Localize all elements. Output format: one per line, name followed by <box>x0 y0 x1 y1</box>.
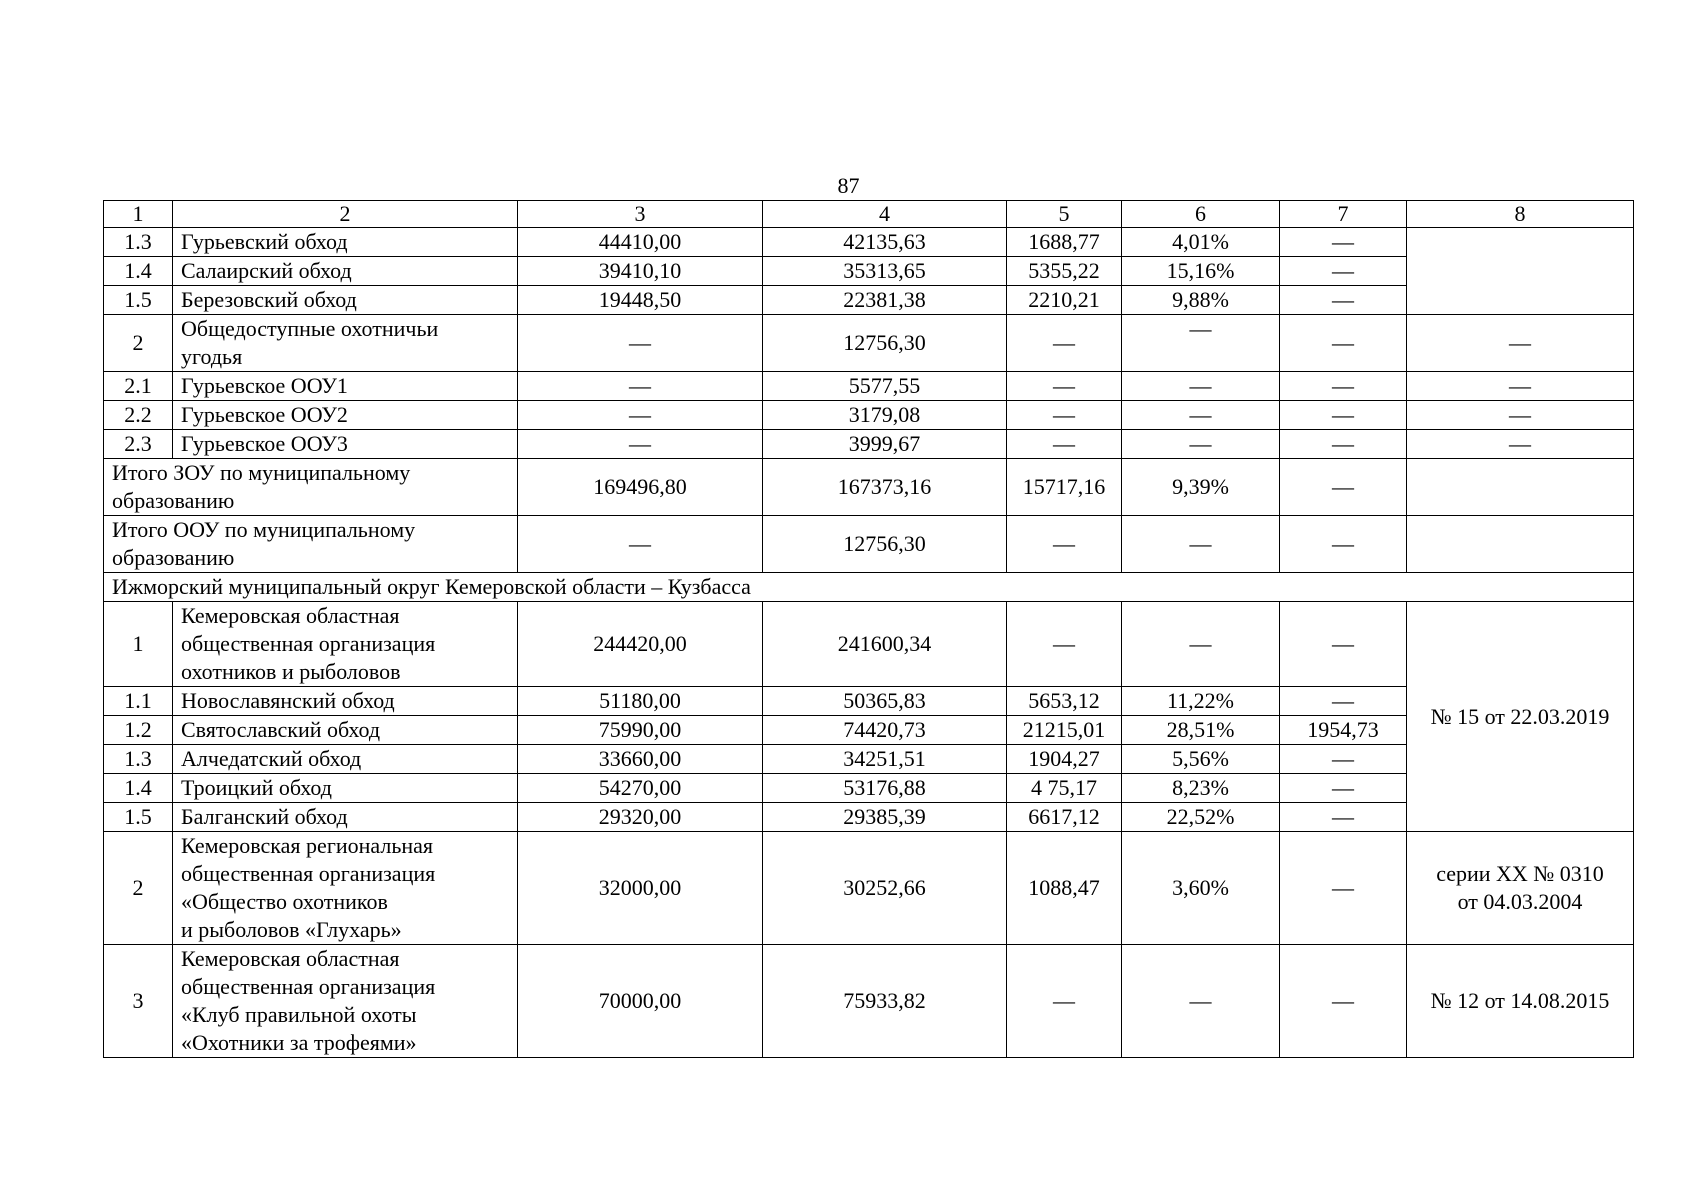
cell-col5: 1088,47 <box>1007 832 1122 945</box>
cell-col3: 70000,00 <box>518 945 763 1058</box>
cell-col5: 1688,77 <box>1007 228 1122 257</box>
cell-col7: — <box>1280 832 1407 945</box>
row-number: 1 <box>104 602 173 687</box>
row-name: Гурьевское ООУ3 <box>173 430 518 459</box>
document-line: от 04.03.2004 <box>1457 889 1583 914</box>
cell-col7: — <box>1280 228 1407 257</box>
cell-col6: 9,88% <box>1122 286 1280 315</box>
row-number: 1.2 <box>104 716 173 745</box>
cell-col3: 51180,00 <box>518 687 763 716</box>
cell-col6: 15,16% <box>1122 257 1280 286</box>
cell-col6: 22,52% <box>1122 803 1280 832</box>
cell-col6: — <box>1122 602 1280 687</box>
row-number: 2.2 <box>104 401 173 430</box>
cell-col6: — <box>1122 430 1280 459</box>
cell-col8: — <box>1407 372 1634 401</box>
total-label-line: образованию <box>112 488 235 513</box>
cell-col4: 241600,34 <box>763 602 1007 687</box>
row-name: Новославянский обход <box>173 687 518 716</box>
cell-col8-document <box>1407 832 1634 945</box>
total-label-line: Итого ООУ по муниципальному <box>112 517 416 542</box>
org-name-line: охотников и рыболовов <box>181 659 401 684</box>
org-name-line: Кемеровская областная <box>181 946 400 971</box>
cell-col6: — <box>1122 372 1280 401</box>
cell-col7: — <box>1280 945 1407 1058</box>
cell-col7: — <box>1280 516 1407 573</box>
cell-col4: 35313,65 <box>763 257 1007 286</box>
cell-col4: 53176,88 <box>763 774 1007 803</box>
cell-col3: 75990,00 <box>518 716 763 745</box>
cell-col7: — <box>1280 286 1407 315</box>
cell-col5: 2210,21 <box>1007 286 1122 315</box>
total-label <box>104 459 518 516</box>
cell-col3: — <box>518 372 763 401</box>
cell-col5: 5355,22 <box>1007 257 1122 286</box>
cell-col8-document: № 12 от 14.08.2015 <box>1407 945 1634 1058</box>
cell-col7: — <box>1280 745 1407 774</box>
cell-col4: 12756,30 <box>763 516 1007 573</box>
row-number: 1.1 <box>104 687 173 716</box>
total-label-line: Итого ЗОУ по муниципальному <box>112 460 411 485</box>
row-number: 1.5 <box>104 286 173 315</box>
cell-col6: 11,22% <box>1122 687 1280 716</box>
org-name-line: «Общество охотников <box>181 889 388 914</box>
cell-col7: 1954,73 <box>1280 716 1407 745</box>
cell-col5: 6617,12 <box>1007 803 1122 832</box>
header-cell: 2 <box>173 201 518 228</box>
cell-col3: 33660,00 <box>518 745 763 774</box>
header-cell: 5 <box>1007 201 1122 228</box>
cell-col5: 15717,16 <box>1007 459 1122 516</box>
cell-col7: — <box>1280 687 1407 716</box>
cell-col8: — <box>1407 401 1634 430</box>
total-row-zou <box>104 459 1634 516</box>
header-row <box>104 201 1634 228</box>
row-name: Гурьевский обход <box>173 228 518 257</box>
table-row <box>104 372 1634 401</box>
row-name-line: Общедоступные охотничьи <box>181 316 439 341</box>
cell-col7: — <box>1280 430 1407 459</box>
table-row <box>104 257 1634 286</box>
cell-col5: 21215,01 <box>1007 716 1122 745</box>
cell-col6: — <box>1122 315 1280 372</box>
cell-col8-empty <box>1407 459 1634 516</box>
row-number: 1.3 <box>104 228 173 257</box>
header-cell: 1 <box>104 201 173 228</box>
table-row <box>104 430 1634 459</box>
row-number: 2.3 <box>104 430 173 459</box>
cell-col4: 29385,39 <box>763 803 1007 832</box>
cell-col3: 29320,00 <box>518 803 763 832</box>
row-name: Салаирский обход <box>173 257 518 286</box>
org-name-line: «Клуб правильной охоты <box>181 1002 417 1027</box>
cell-col3: — <box>518 430 763 459</box>
cell-col4: 50365,83 <box>763 687 1007 716</box>
cell-col3: 44410,00 <box>518 228 763 257</box>
cell-col6: 5,56% <box>1122 745 1280 774</box>
cell-col6: 3,60% <box>1122 832 1280 945</box>
row-number: 3 <box>104 945 173 1058</box>
cell-col3: — <box>518 401 763 430</box>
cell-col3: — <box>518 315 763 372</box>
cell-col5: — <box>1007 945 1122 1058</box>
total-label <box>104 516 518 573</box>
cell-col6: — <box>1122 945 1280 1058</box>
cell-col4: 12756,30 <box>763 315 1007 372</box>
cell-col7: — <box>1280 401 1407 430</box>
row-name: Березовский обход <box>173 286 518 315</box>
table-row <box>104 716 1634 745</box>
table-row <box>104 803 1634 832</box>
cell-col7: — <box>1280 372 1407 401</box>
cell-col8: — <box>1407 315 1634 372</box>
cell-col6: 9,39% <box>1122 459 1280 516</box>
cell-col7: — <box>1280 774 1407 803</box>
row-name: Гурьевское ООУ1 <box>173 372 518 401</box>
cell-col8-document: № 15 от 22.03.2019 <box>1407 602 1634 832</box>
document-line: серии XX № 0310 <box>1436 861 1604 886</box>
cell-col4: 5577,55 <box>763 372 1007 401</box>
total-row-oou <box>104 516 1634 573</box>
cell-col4: 30252,66 <box>763 832 1007 945</box>
header-cell: 6 <box>1122 201 1280 228</box>
cell-col3: 244420,00 <box>518 602 763 687</box>
header-cell: 7 <box>1280 201 1407 228</box>
table-row <box>104 745 1634 774</box>
cell-col4: 22381,38 <box>763 286 1007 315</box>
cell-col5: — <box>1007 372 1122 401</box>
cell-col6: 28,51% <box>1122 716 1280 745</box>
org-name <box>173 945 518 1058</box>
cell-col4: 75933,82 <box>763 945 1007 1058</box>
cell-col6: 8,23% <box>1122 774 1280 803</box>
row-number: 2 <box>104 832 173 945</box>
row-name <box>173 315 518 372</box>
page-number: 87 <box>837 173 860 198</box>
cell-col5: — <box>1007 401 1122 430</box>
row-name-line: угодья <box>181 344 243 369</box>
table-row <box>104 687 1634 716</box>
org-name <box>173 602 518 687</box>
header-cell: 3 <box>518 201 763 228</box>
cell-col3: 39410,10 <box>518 257 763 286</box>
table-row <box>104 228 1634 257</box>
cell-col8: — <box>1407 430 1634 459</box>
org-row <box>104 832 1634 945</box>
org-name <box>173 832 518 945</box>
cell-col3: 54270,00 <box>518 774 763 803</box>
table-row <box>104 774 1634 803</box>
row-number: 1.4 <box>104 774 173 803</box>
org-name-line: общественная организация <box>181 974 436 999</box>
total-label-line: образованию <box>112 545 235 570</box>
cell-col5: — <box>1007 516 1122 573</box>
org-row <box>104 602 1634 687</box>
cell-col4: 167373,16 <box>763 459 1007 516</box>
org-name-line: «Охотники за трофеями» <box>181 1030 417 1055</box>
table-row <box>104 315 1634 372</box>
section-title: Ижморский муниципальный округ Кемеровской области – Кузбасса <box>104 573 1634 602</box>
org-row <box>104 945 1634 1058</box>
row-name: Алчедатский обход <box>173 745 518 774</box>
cell-col6: — <box>1122 516 1280 573</box>
cell-col3: 19448,50 <box>518 286 763 315</box>
cell-col6: 4,01% <box>1122 228 1280 257</box>
cell-col5: 1904,27 <box>1007 745 1122 774</box>
data-table <box>103 200 1634 1058</box>
org-name-line: Кемеровская областная <box>181 603 400 628</box>
cell-col3: 32000,00 <box>518 832 763 945</box>
cell-col3: — <box>518 516 763 573</box>
cell-col8-empty <box>1407 228 1634 315</box>
cell-col4: 74420,73 <box>763 716 1007 745</box>
row-number: 1.4 <box>104 257 173 286</box>
cell-col5: 5653,12 <box>1007 687 1122 716</box>
row-name: Троицкий обход <box>173 774 518 803</box>
org-name-line: Кемеровская региональная <box>181 833 434 858</box>
section-row <box>104 573 1634 602</box>
table-row <box>104 401 1634 430</box>
cell-col5: — <box>1007 430 1122 459</box>
row-number: 2 <box>104 315 173 372</box>
cell-col5: 4 75,17 <box>1007 774 1122 803</box>
row-number: 1.3 <box>104 745 173 774</box>
header-cell: 4 <box>763 201 1007 228</box>
org-name-line: общественная организация <box>181 861 436 886</box>
header-cell: 8 <box>1407 201 1634 228</box>
cell-col7: — <box>1280 257 1407 286</box>
cell-col4: 3179,08 <box>763 401 1007 430</box>
cell-col7: — <box>1280 602 1407 687</box>
row-name: Гурьевское ООУ2 <box>173 401 518 430</box>
row-name: Балганский обход <box>173 803 518 832</box>
cell-col3: 169496,80 <box>518 459 763 516</box>
cell-col5: — <box>1007 602 1122 687</box>
cell-col5: — <box>1007 315 1122 372</box>
org-name-line: общественная организация <box>181 631 436 656</box>
cell-col4: 3999,67 <box>763 430 1007 459</box>
row-number: 2.1 <box>104 372 173 401</box>
row-name: Святославский обход <box>173 716 518 745</box>
org-name-line: и рыболовов «Глухарь» <box>181 917 402 942</box>
cell-col4: 42135,63 <box>763 228 1007 257</box>
cell-col7: — <box>1280 459 1407 516</box>
row-number: 1.5 <box>104 803 173 832</box>
cell-col6: — <box>1122 401 1280 430</box>
cell-col8-empty <box>1407 516 1634 573</box>
cell-col7: — <box>1280 315 1407 372</box>
table-row <box>104 286 1634 315</box>
cell-col7: — <box>1280 803 1407 832</box>
cell-col4: 34251,51 <box>763 745 1007 774</box>
